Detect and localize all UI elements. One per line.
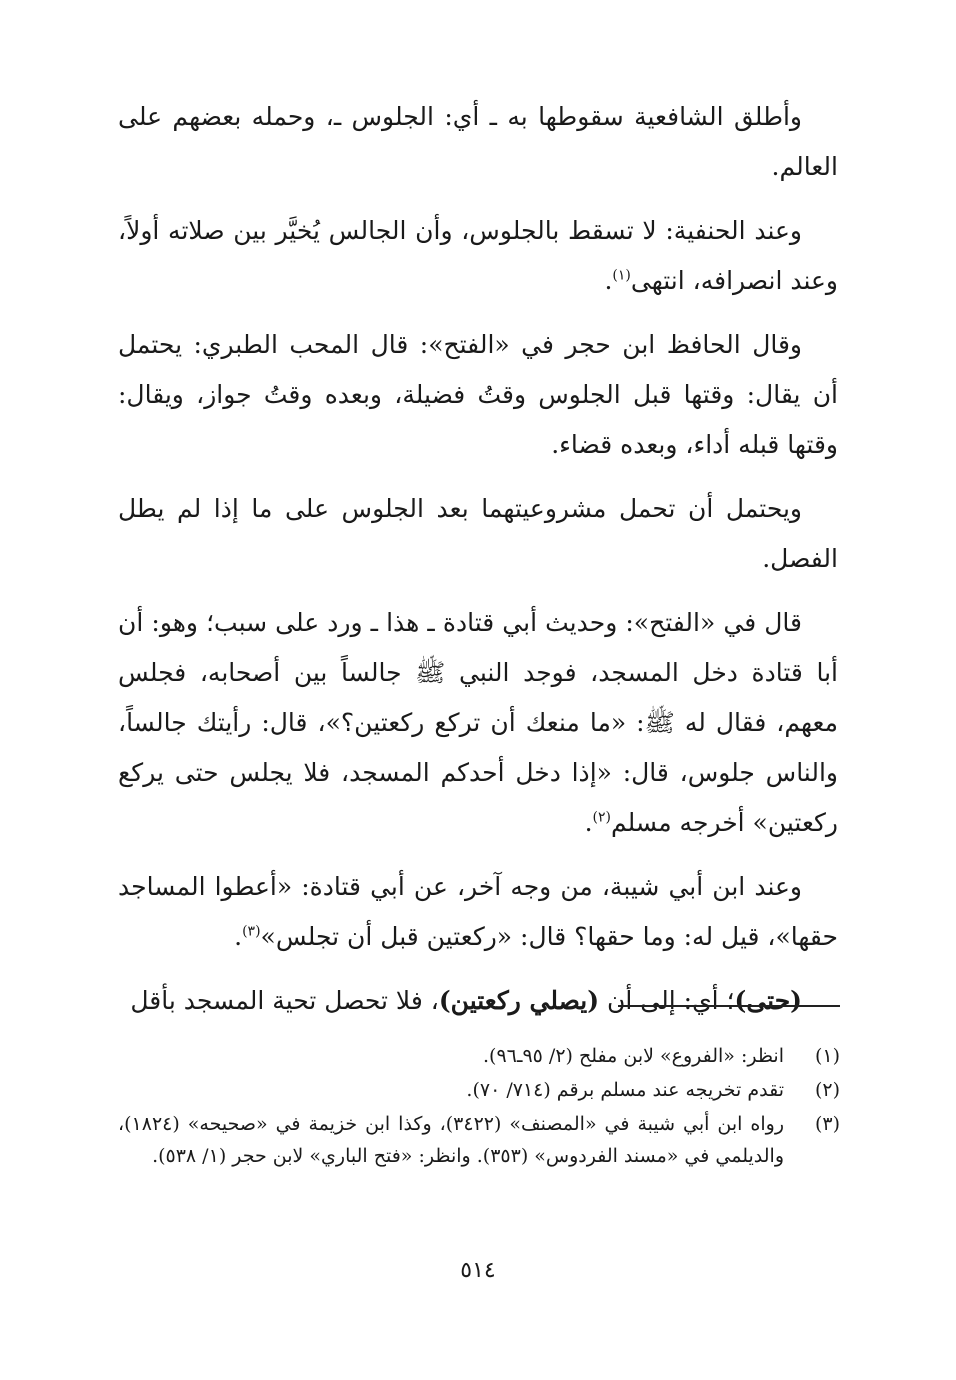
footnote-1 <box>118 1040 840 1072</box>
footnote-text: انظر: «الفروع» لابن مفلح (٢/ ٩٥ـ٩٦). <box>482 1045 784 1067</box>
paragraph-end: . <box>234 922 243 951</box>
footnote-separator <box>618 1005 840 1007</box>
footnote-3 <box>118 1108 840 1172</box>
paragraph-4 <box>118 484 838 584</box>
paragraph-text: وعند ابن أبي شيبة، من وجه آخر، عن أبي قتادة: «أعطوا المساجد حقها»، قيل له: وما حقها؟ قال: «ركعتين قبل أن تجلس» <box>118 872 838 951</box>
paragraph-text: ، فلا تحصل تحية المسجد بأقل <box>130 986 439 1015</box>
paragraph-text: ؛ أي: إلى أن <box>599 986 735 1015</box>
paragraph-text: ويحتمل أن تحمل مشروعيتهما بعد الجلوس على ما إذا لم يطل الفصل. <box>118 494 838 573</box>
paragraph-text: وأطلق الشافعية سقوطها به ـ أي: الجلوس ـ، وحمله بعضهم على العالم. <box>118 102 838 181</box>
paragraph-5 <box>118 598 838 848</box>
footnote-number: (٢) <box>814 1079 840 1101</box>
footnote-2 <box>118 1074 840 1106</box>
footnotes <box>118 1040 840 1174</box>
main-text <box>118 92 838 1040</box>
footnote-ref: (١) <box>612 267 631 284</box>
paragraph-text: وقال الحافظ ابن حجر في «الفتح»: قال المحب الطبري: يحتمل أن يقال: وقتها قبل الجلوس وقتُ فضيلة، وبعده وقتُ جواز، ويقال: وقتها قبله أداء، وبعده قضاء. <box>118 330 838 459</box>
paragraph-2 <box>118 206 838 306</box>
paragraph-end: . <box>604 266 613 295</box>
paragraph-text: قال في «الفتح»: وحديث أبي قتادة ـ هذا ـ ورد على سبب؛ وهو: أن أبا قتادة دخل المسجد، فوجد النبي ﷺ جالساً بين أصحابه، فجلس معهم، فقال له ﷺ: «ما منعك أن تركع ركعتين؟»، قال: رأيتك جالساً، والناس جلوس، قال: «إذا دخل أحدكم المسجد، فلا يجلس حتى يركع ركعتين» أخرجه مسلم <box>118 608 838 837</box>
paragraph-7 <box>118 976 838 1026</box>
bold-term: (حتى) <box>734 986 802 1015</box>
paragraph-3 <box>118 320 838 470</box>
footnote-ref: (٢) <box>592 809 611 826</box>
footnote-number: (١) <box>814 1045 840 1067</box>
page-number: ٥١٤ <box>460 1258 496 1283</box>
paragraph-end: . <box>584 808 593 837</box>
paragraph-1 <box>118 92 838 192</box>
paragraph-6 <box>118 862 838 962</box>
paragraph-text: وعند الحنفية: لا تسقط بالجلوس، وأن الجالس يُخيَّر بين صلاته أولاً، وعند انصرافه، انتهى <box>118 216 838 295</box>
footnote-ref: (٣) <box>242 923 261 940</box>
bold-term: (يصلي ركعتين) <box>438 986 600 1015</box>
footnote-number: (٣) <box>814 1113 840 1135</box>
footnote-text: تقدم تخريجه عند مسلم برقم (٧١٤/ ٧٠). <box>466 1079 784 1101</box>
footnote-text: رواه ابن أبي شيبة في «المصنف» (٣٤٢٢)، وكذا ابن خزيمة في «صحيحه» (١٨٢٤)، والديلمي في «مسند الفردوس» (٣٥٣). وانظر: «فتح الباري» لابن حجر (١/ ٥٣٨). <box>118 1113 784 1167</box>
